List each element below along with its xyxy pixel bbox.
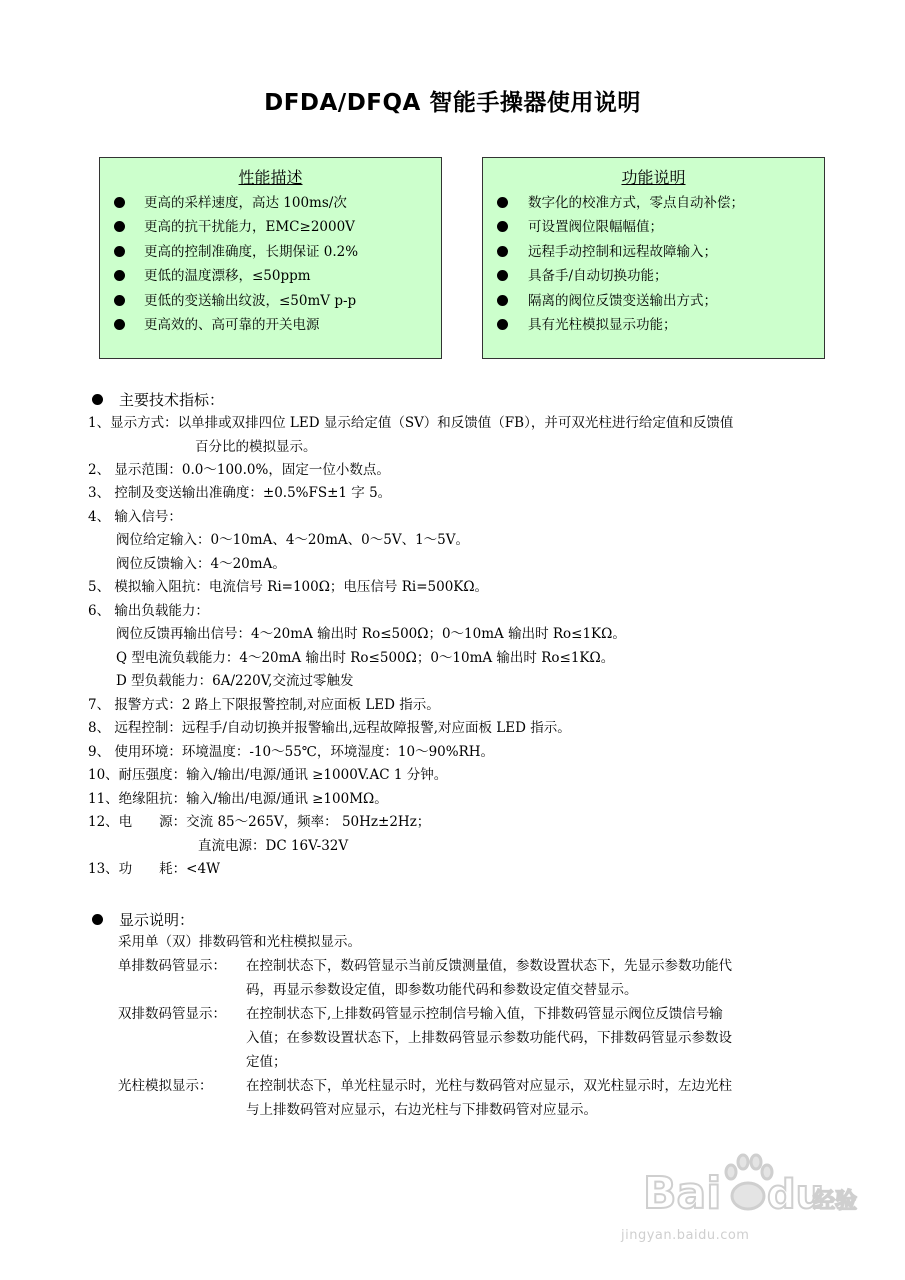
functions-list: [483, 191, 824, 337]
watermark-url: jingyan.baidu.com: [621, 1228, 750, 1243]
bullet-icon: [92, 394, 103, 405]
list-item: 具备手/自动切换功能；: [483, 264, 824, 288]
list-item: 具有光柱模拟显示功能；: [483, 313, 824, 337]
performance-list: [100, 191, 441, 337]
svg-text:Bai: Bai: [643, 1168, 722, 1219]
list-item: 可设置阀位限幅幅值；: [483, 215, 824, 239]
bullet-icon: [497, 270, 508, 281]
functions-box: [482, 157, 825, 359]
bullet-icon: [114, 295, 125, 306]
bullet-icon: [497, 221, 508, 232]
bullet-icon: [114, 221, 125, 232]
spec-line: 12、电 源：交流 85～265V，频率： 50Hz±2Hz；: [88, 814, 431, 830]
list-item: 更高效的、高可靠的开关电源: [100, 313, 441, 337]
spec-line: 6、 输出负载能力：: [88, 603, 209, 619]
list-item: 更高的抗干扰能力，EMC≥2000V: [100, 215, 441, 239]
display-text: 在控制状态下,上排数码管显示控制信号输入值，下排数码管显示阀位反馈信号输: [246, 1006, 723, 1022]
display-intro: 采用单（双）排数码管和光柱模拟显示。: [118, 934, 361, 950]
bullet-icon: [114, 246, 125, 257]
bullet-icon: [92, 914, 103, 925]
display-label: 双排数码管显示：: [118, 1006, 226, 1022]
spec-line: 11、绝缘阻抗：输入/输出/电源/通讯 ≥100MΩ。: [88, 791, 388, 807]
performance-box: [99, 157, 442, 359]
bullet-icon: [114, 270, 125, 281]
specs-heading: 主要技术指标：: [92, 389, 224, 410]
spec-line: 10、耐压强度：输入/输出/电源/通讯 ≥1000V.AC 1 分钟。: [88, 767, 448, 783]
spec-line: 4、 输入信号：: [88, 509, 182, 525]
list-item: 隔离的阀位反馈变送输出方式；: [483, 289, 824, 313]
bullet-icon: [114, 197, 125, 208]
list-item: 更低的变送输出纹波，≤50mV p-p: [100, 289, 441, 313]
svg-text:du: du: [767, 1172, 825, 1218]
spec-line: 百分比的模拟显示。: [195, 439, 317, 455]
spec-line: 5、 模拟输入阻抗：电流信号 Ri=100Ω；电压信号 Ri=500KΩ。: [88, 579, 489, 595]
spec-line: 直流电源：DC 16V-32V: [198, 838, 349, 854]
spec-line: D 型负载能力：6A/220V,交流过零触发: [116, 673, 354, 689]
display-heading: 显示说明：: [92, 909, 194, 930]
spec-line: 阀位给定输入：0～10mA、4～20mA、0～5V、1～5V。: [116, 532, 469, 548]
list-item: 数字化的校准方式，零点自动补偿；: [483, 191, 824, 215]
spec-line: 阀位反馈输入：4～20mA。: [116, 556, 286, 572]
bullet-icon: [497, 295, 508, 306]
bullet-icon: [497, 319, 508, 330]
display-text: 在控制状态下，数码管显示当前反馈测量值，参数设置状态下，先显示参数功能代: [246, 958, 732, 974]
spec-line: 8、 远程控制：远程手/自动切换并报警输出,远程故障报警,对应面板 LED 指示。: [88, 720, 571, 736]
spec-line: 1、显示方式：以单排或双排四位 LED 显示给定值（SV）和反馈值（FB），并可双光柱进行给定值和反馈值: [88, 415, 734, 431]
list-item: 更高的采样速度，高达 100ms/次: [100, 191, 441, 215]
spec-line: 9、 使用环境：环境温度：-10～55℃，环境湿度：10～90%RH。: [88, 744, 495, 760]
page-title: DFDA/DFQA 智能手操器使用说明: [264, 90, 641, 116]
display-text: 在控制状态下，单光柱显示时，光柱与数码管对应显示，双光柱显示时，左边光柱: [246, 1078, 732, 1094]
bullet-icon: [497, 246, 508, 257]
performance-heading: 性能描述: [238, 168, 303, 187]
spec-line: Q 型电流负载能力：4～20mA 输出时 Ro≤500Ω；0～10mA 输出时 Ro≤1KΩ。: [116, 650, 615, 666]
baidu-logo-icon: [643, 1148, 858, 1226]
display-label: 单排数码管显示：: [118, 958, 226, 974]
functions-heading: 功能说明: [621, 168, 686, 187]
spec-line: 13、功 耗：<4W: [88, 861, 220, 877]
spec-line: 阀位反馈再输出信号：4～20mA 输出时 Ro≤500Ω；0～10mA 输出时 Ro≤1KΩ。: [116, 626, 626, 642]
list-item: 更低的温度漂移，≤50ppm: [100, 264, 441, 288]
bullet-icon: [497, 197, 508, 208]
display-label: 光柱模拟显示：: [118, 1078, 213, 1094]
spec-line: 3、 控制及变送输出准确度：±0.5%FS±1 字 5。: [88, 485, 392, 501]
spec-line: 2、 显示范围：0.0～100.0%，固定一位小数点。: [88, 462, 390, 478]
display-text: 入值；在参数设置状态下，上排数码管显示参数功能代码，下排数码管显示参数设: [246, 1030, 732, 1046]
display-text: 码，再显示参数设定值，即参数功能代码和参数设定值交替显示。: [246, 982, 638, 998]
display-text: 定值；: [246, 1054, 287, 1070]
spec-line: 7、 报警方式：2 路上下限报警控制,对应面板 LED 指示。: [88, 697, 440, 713]
list-item: 更高的控制准确度，长期保证 0.2%: [100, 240, 441, 264]
display-text: 与上排数码管对应显示，右边光柱与下排数码管对应显示。: [246, 1102, 597, 1118]
bullet-icon: [114, 319, 125, 330]
list-item: 远程手动控制和远程故障输入；: [483, 240, 824, 264]
svg-text:经验: 经验: [813, 1189, 858, 1214]
